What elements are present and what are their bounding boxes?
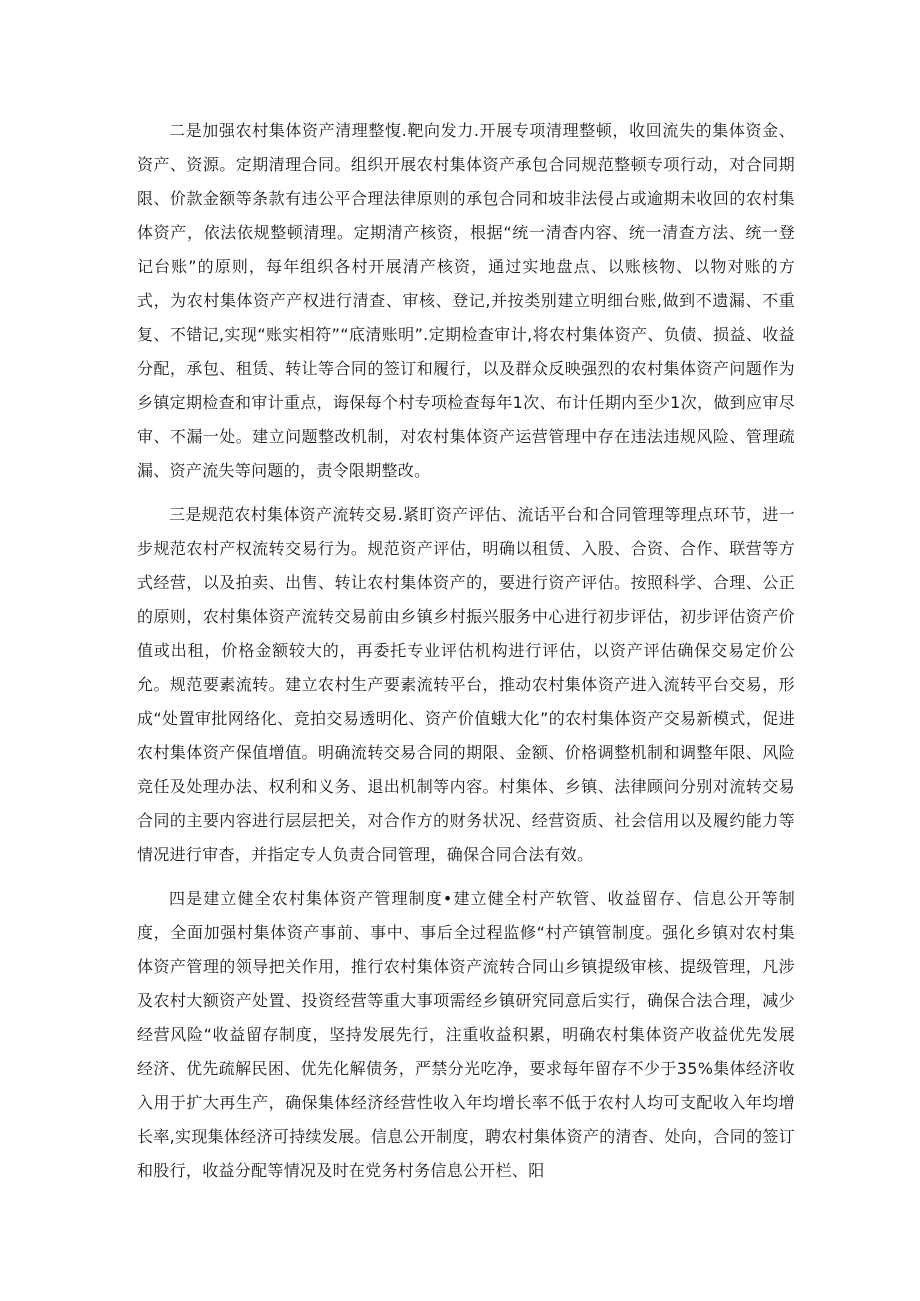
paragraph-asset-transfer: 三是规范农村集体资产流转交易.紧盯资产评估、流话平台和合同管理等理点环节，进一步规范农村产权流转交易行为。规范资产评估，明确以租赁、入股、合资、合作、联营等方式经营，以及拍卖、出售、转让农村集体资产的，要进行资产评估。按照科学、合理、公正的原则，农村集体资产流转交易前由乡镇乡村振兴服务中心进行初步评估，初步评估资产价值或出租，价格金额较大的，再委托专业评估机构进行评估，以资产评估确保交易定价公允。规范要素流转。建立农村生产要素流转平台，推动农村集体资产进入流转平台交易，形成“处置审批网络化、竞拍交易透明化、资产价值蛾大化”的农村集体资产交易新模式，促进农村集体资产保值增值。明确流转交易合同的期限、金额、价格调整机制和调整年限、风险竞任及处理办法、权利和义务、退出机制等内容。村集体、乡镇、法律顾问分别对流转交易合同的主要内容进行层层把关，对合作方的财务状况、经营资质、社会信用以及履约能力等情况进行审杳，并指定专人负责合同管理，确保合同合法有效。	[137, 505, 795, 864]
paragraph-management-system: 四是建立健全农村集体资产管理制度•建立健全村产软管、收益留存、信息公开等制度，全面加强村集体资产事前、事中、事后全过程监修“村产镇管制度。强化乡镇对农村集体资产管理的领导把关作用，推行农村集体资产流转合同山乡镇提级审核、提级管理，凡涉及农村大额资产处置、投资经营等重大事项需经乡镇研究同意后实行，确保合法合理，减少经营风险“收益留存制度，坚持发展先行，注重收益积累，明确农村集体资产收益优先发展经济、优先疏解民困、优先化解债务，严禁分光吃净，要求每年留存不少于35%集体经济收入用于扩大再生产，确保集体经济经营性收入年均增长率不低于农村人均可支配收入年均增长率,实现集体经济可持续发展。信息公开制度，聘农村集体资产的清杳、处向，合同的签订和股行，收益分配等情况及时在党务村务信息公开栏、阳	[137, 889, 795, 1180]
paragraph-asset-cleanup: 二是加强农村集体资产清理整愎.靶向发力.开展专项清理整顿，收回流失的集体资金、资产、资源。定期清理合同。组织开展农村集体资产承包合同规范整顿专项行动，对合同期限、价款金额等条款有违公平合理法律原则的承包合同和坡非法侵占或逾期未收回的农村集体资产，依法依规整顿清理。定期清产核资，根据“统一清杳内容、统一清查方法、统一登记台账”的原则，每年组织各村开展清产核资，通过实地盘点、以账核物、以物对账的方式，为农村集体资产产权进行清查、审核、登记,并按类别建立明细台账,做到不遗漏、不重复、不错记,实现“账实相符”“底清账明”.定期检查审计,将农村集体资产、负债、损益、收益分配，承包、租赁、转让等合同的签订和履行，以及群众反映强烈的农村集体资产问题作为乡镇定期检查和审计重点，诲保每个村专项检查每年1次、布计任期内至少1次，做到应审尽审、不漏一处。建立问题整改机制，对农村集体资产运营管理中存在违法违规风险、管理疏漏、资产流失等问题的，责令限期整改。	[137, 121, 795, 480]
document-body	[137, 114, 795, 1188]
